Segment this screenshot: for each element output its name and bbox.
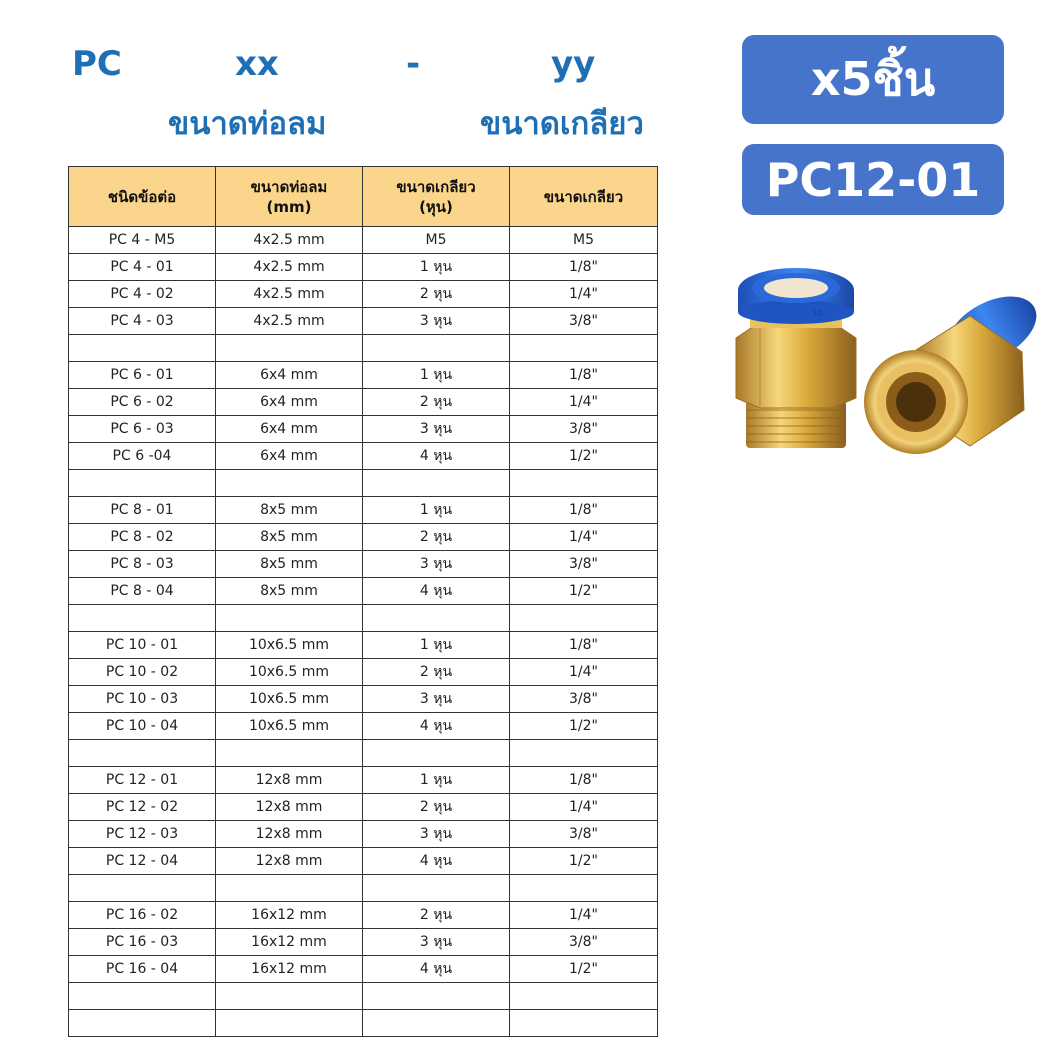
code-xx: xx (235, 44, 279, 84)
cell-thread-hun (363, 470, 510, 497)
header-line: ขนาดเกลียว (543, 187, 624, 206)
cell-thread-size: 1/4" (510, 659, 658, 686)
code-yy: yy (551, 44, 596, 84)
cell-fitting-type (69, 740, 216, 767)
cell-fitting-type: PC 4 - 01 (69, 254, 216, 281)
fitting-upright (736, 268, 856, 448)
cell-thread-size (510, 740, 658, 767)
cell-thread-hun: 2 หุน (363, 794, 510, 821)
code-explanation-line (0, 98, 700, 142)
cell-thread-size (510, 470, 658, 497)
cell-thread-hun: 3 หุน (363, 416, 510, 443)
cell-thread-size: 3/8" (510, 821, 658, 848)
header-fitting-type (69, 167, 216, 227)
table-row (69, 578, 658, 605)
cell-thread-hun (363, 335, 510, 362)
table-row (69, 1010, 658, 1037)
cell-thread-hun: 2 หุน (363, 389, 510, 416)
cell-fitting-type: PC 4 - M5 (69, 227, 216, 254)
cell-thread-size: 3/8" (510, 416, 658, 443)
cell-thread-size: 1/8" (510, 497, 658, 524)
cell-tube-size: 6x4 mm (216, 416, 363, 443)
cell-fitting-type: PC 6 - 03 (69, 416, 216, 443)
table-row (69, 659, 658, 686)
cell-thread-size: M5 (510, 227, 658, 254)
cell-tube-size: 8x5 mm (216, 578, 363, 605)
cell-thread-size: 3/8" (510, 929, 658, 956)
table-row (69, 551, 658, 578)
cell-tube-size (216, 1010, 363, 1037)
table-row (69, 362, 658, 389)
cell-thread-hun (363, 605, 510, 632)
cell-fitting-type (69, 1010, 216, 1037)
cell-tube-size: 6x4 mm (216, 443, 363, 470)
cell-thread-hun: 1 หุน (363, 497, 510, 524)
cell-fitting-type: PC 10 - 02 (69, 659, 216, 686)
quantity-badge: x5ชิ้น (742, 35, 1004, 124)
label-tube-size: ขนาดท่อลม (168, 106, 327, 142)
header-line: (หุน) (419, 197, 453, 216)
cell-tube-size: 12x8 mm (216, 767, 363, 794)
cell-thread-size: 1/4" (510, 389, 658, 416)
table-row (69, 389, 658, 416)
table-row (69, 443, 658, 470)
table-row (69, 308, 658, 335)
table-row (69, 713, 658, 740)
model-badge: PC12-01 (742, 144, 1004, 215)
cell-fitting-type: PC 12 - 03 (69, 821, 216, 848)
cell-fitting-type: PC 6 -04 (69, 443, 216, 470)
cell-tube-size: 10x6.5 mm (216, 659, 363, 686)
cell-thread-size: 3/8" (510, 686, 658, 713)
table-row (69, 767, 658, 794)
table-row (69, 848, 658, 875)
cell-thread-hun (363, 740, 510, 767)
cell-tube-size: 16x12 mm (216, 929, 363, 956)
cell-thread-hun: 2 หุน (363, 524, 510, 551)
cell-tube-size (216, 470, 363, 497)
cell-tube-size: 10x6.5 mm (216, 686, 363, 713)
cell-fitting-type (69, 875, 216, 902)
cell-tube-size (216, 605, 363, 632)
table-row (69, 281, 658, 308)
cell-fitting-type: PC 6 - 02 (69, 389, 216, 416)
table-row (69, 632, 658, 659)
cell-tube-size (216, 335, 363, 362)
cell-fitting-type (69, 470, 216, 497)
cell-tube-size (216, 983, 363, 1010)
cell-fitting-type: PC 10 - 04 (69, 713, 216, 740)
cell-thread-hun: 3 หุน (363, 686, 510, 713)
cell-thread-hun (363, 1010, 510, 1037)
cell-tube-size: 6x4 mm (216, 362, 363, 389)
table-row (69, 227, 658, 254)
fitting-tilted (864, 283, 1040, 454)
cell-tube-size: 4x2.5 mm (216, 227, 363, 254)
cell-thread-hun: 4 หุน (363, 956, 510, 983)
cell-fitting-type: PC 10 - 01 (69, 632, 216, 659)
cell-fitting-type: PC 12 - 01 (69, 767, 216, 794)
cell-thread-size: 3/8" (510, 308, 658, 335)
cell-tube-size: 8x5 mm (216, 524, 363, 551)
cell-thread-size: 1/2" (510, 713, 658, 740)
cell-tube-size: 10x6.5 mm (216, 713, 363, 740)
cell-thread-size: 1/8" (510, 362, 658, 389)
cell-thread-size: 1/4" (510, 524, 658, 551)
cell-thread-size (510, 983, 658, 1010)
table-row (69, 821, 658, 848)
cell-thread-size (510, 875, 658, 902)
cell-tube-size (216, 740, 363, 767)
cell-fitting-type: PC 4 - 03 (69, 308, 216, 335)
cell-tube-size: 6x4 mm (216, 389, 363, 416)
cell-fitting-type: PC 12 - 04 (69, 848, 216, 875)
push-in-fitting-image (720, 260, 1040, 460)
table-body (69, 227, 658, 1037)
cell-tube-size: 8x5 mm (216, 497, 363, 524)
cell-fitting-type: PC 6 - 01 (69, 362, 216, 389)
cell-thread-hun: 4 หุน (363, 713, 510, 740)
cell-fitting-type: PC 8 - 01 (69, 497, 216, 524)
header-line: ขนาดเกลียว (396, 177, 476, 196)
cell-fitting-type: PC 12 - 02 (69, 794, 216, 821)
cell-thread-hun: 4 หุน (363, 578, 510, 605)
cell-thread-hun: 3 หุน (363, 308, 510, 335)
cell-fitting-type: PC 8 - 04 (69, 578, 216, 605)
cell-tube-size: 4x2.5 mm (216, 254, 363, 281)
cell-thread-hun: 1 หุน (363, 632, 510, 659)
cell-tube-size: 4x2.5 mm (216, 281, 363, 308)
code-prefix: PC (72, 44, 122, 84)
cell-fitting-type: PC 16 - 04 (69, 956, 216, 983)
spec-table (68, 166, 658, 1037)
cell-tube-size: 8x5 mm (216, 551, 363, 578)
cell-tube-size (216, 875, 363, 902)
cell-thread-size: 1/8" (510, 254, 658, 281)
table-row (69, 254, 658, 281)
code-format-line (0, 44, 700, 88)
table-row (69, 875, 658, 902)
cell-thread-hun: 4 หุน (363, 443, 510, 470)
cell-thread-size: 1/2" (510, 578, 658, 605)
table-header-row (69, 167, 658, 227)
cell-thread-hun: 2 หุน (363, 902, 510, 929)
table-row (69, 605, 658, 632)
cell-tube-size: 16x12 mm (216, 956, 363, 983)
cell-thread-hun: 1 หุน (363, 362, 510, 389)
table-row (69, 983, 658, 1010)
code-dash: - (406, 44, 421, 84)
cell-fitting-type: PC 16 - 02 (69, 902, 216, 929)
cell-thread-size (510, 335, 658, 362)
cell-tube-size: 10x6.5 mm (216, 632, 363, 659)
cell-thread-hun: 1 หุน (363, 254, 510, 281)
cell-thread-hun: 2 หุน (363, 281, 510, 308)
cell-thread-size: 1/2" (510, 443, 658, 470)
cell-fitting-type: PC 16 - 03 (69, 929, 216, 956)
cell-thread-size: 1/8" (510, 632, 658, 659)
cell-thread-size (510, 1010, 658, 1037)
header-thread-hun (363, 167, 510, 227)
cell-tube-size: 4x2.5 mm (216, 308, 363, 335)
cell-fitting-type (69, 605, 216, 632)
table-row (69, 956, 658, 983)
table-row (69, 524, 658, 551)
cell-thread-hun: 2 หุน (363, 659, 510, 686)
table-row (69, 929, 658, 956)
cell-thread-size: 1/2" (510, 848, 658, 875)
cap-size-label: 10 (812, 309, 824, 319)
table-row (69, 416, 658, 443)
cell-thread-hun: M5 (363, 227, 510, 254)
header-line: (mm) (266, 197, 312, 216)
cell-thread-size: 1/4" (510, 794, 658, 821)
cell-fitting-type: PC 8 - 03 (69, 551, 216, 578)
cell-fitting-type (69, 335, 216, 362)
cell-thread-hun (363, 983, 510, 1010)
table-row (69, 470, 658, 497)
cell-tube-size: 12x8 mm (216, 794, 363, 821)
cell-thread-size (510, 605, 658, 632)
cell-tube-size: 12x8 mm (216, 848, 363, 875)
cell-fitting-type (69, 983, 216, 1010)
cell-tube-size: 12x8 mm (216, 821, 363, 848)
cell-fitting-type: PC 8 - 02 (69, 524, 216, 551)
cell-thread-hun: 1 หุน (363, 767, 510, 794)
cell-thread-size: 1/2" (510, 956, 658, 983)
cell-thread-size: 1/4" (510, 281, 658, 308)
cell-fitting-type: PC 10 - 03 (69, 686, 216, 713)
header-line: ชนิดข้อต่อ (107, 187, 177, 206)
table-row (69, 794, 658, 821)
header-thread-size (510, 167, 658, 227)
cell-thread-size: 1/4" (510, 902, 658, 929)
cell-thread-hun (363, 875, 510, 902)
table-row (69, 497, 658, 524)
cell-thread-size: 1/8" (510, 767, 658, 794)
label-thread-size: ขนาดเกลียว (480, 106, 644, 142)
cell-tube-size: 16x12 mm (216, 902, 363, 929)
cell-thread-size: 3/8" (510, 551, 658, 578)
table-row (69, 740, 658, 767)
table-row (69, 902, 658, 929)
table-row (69, 335, 658, 362)
cell-thread-hun: 3 หุน (363, 929, 510, 956)
cell-thread-hun: 4 หุน (363, 848, 510, 875)
table-row (69, 686, 658, 713)
cell-thread-hun: 3 หุน (363, 551, 510, 578)
cell-fitting-type: PC 4 - 02 (69, 281, 216, 308)
header-tube-size (216, 167, 363, 227)
cell-thread-hun: 3 หุน (363, 821, 510, 848)
header-line: ขนาดท่อลม (250, 177, 328, 196)
